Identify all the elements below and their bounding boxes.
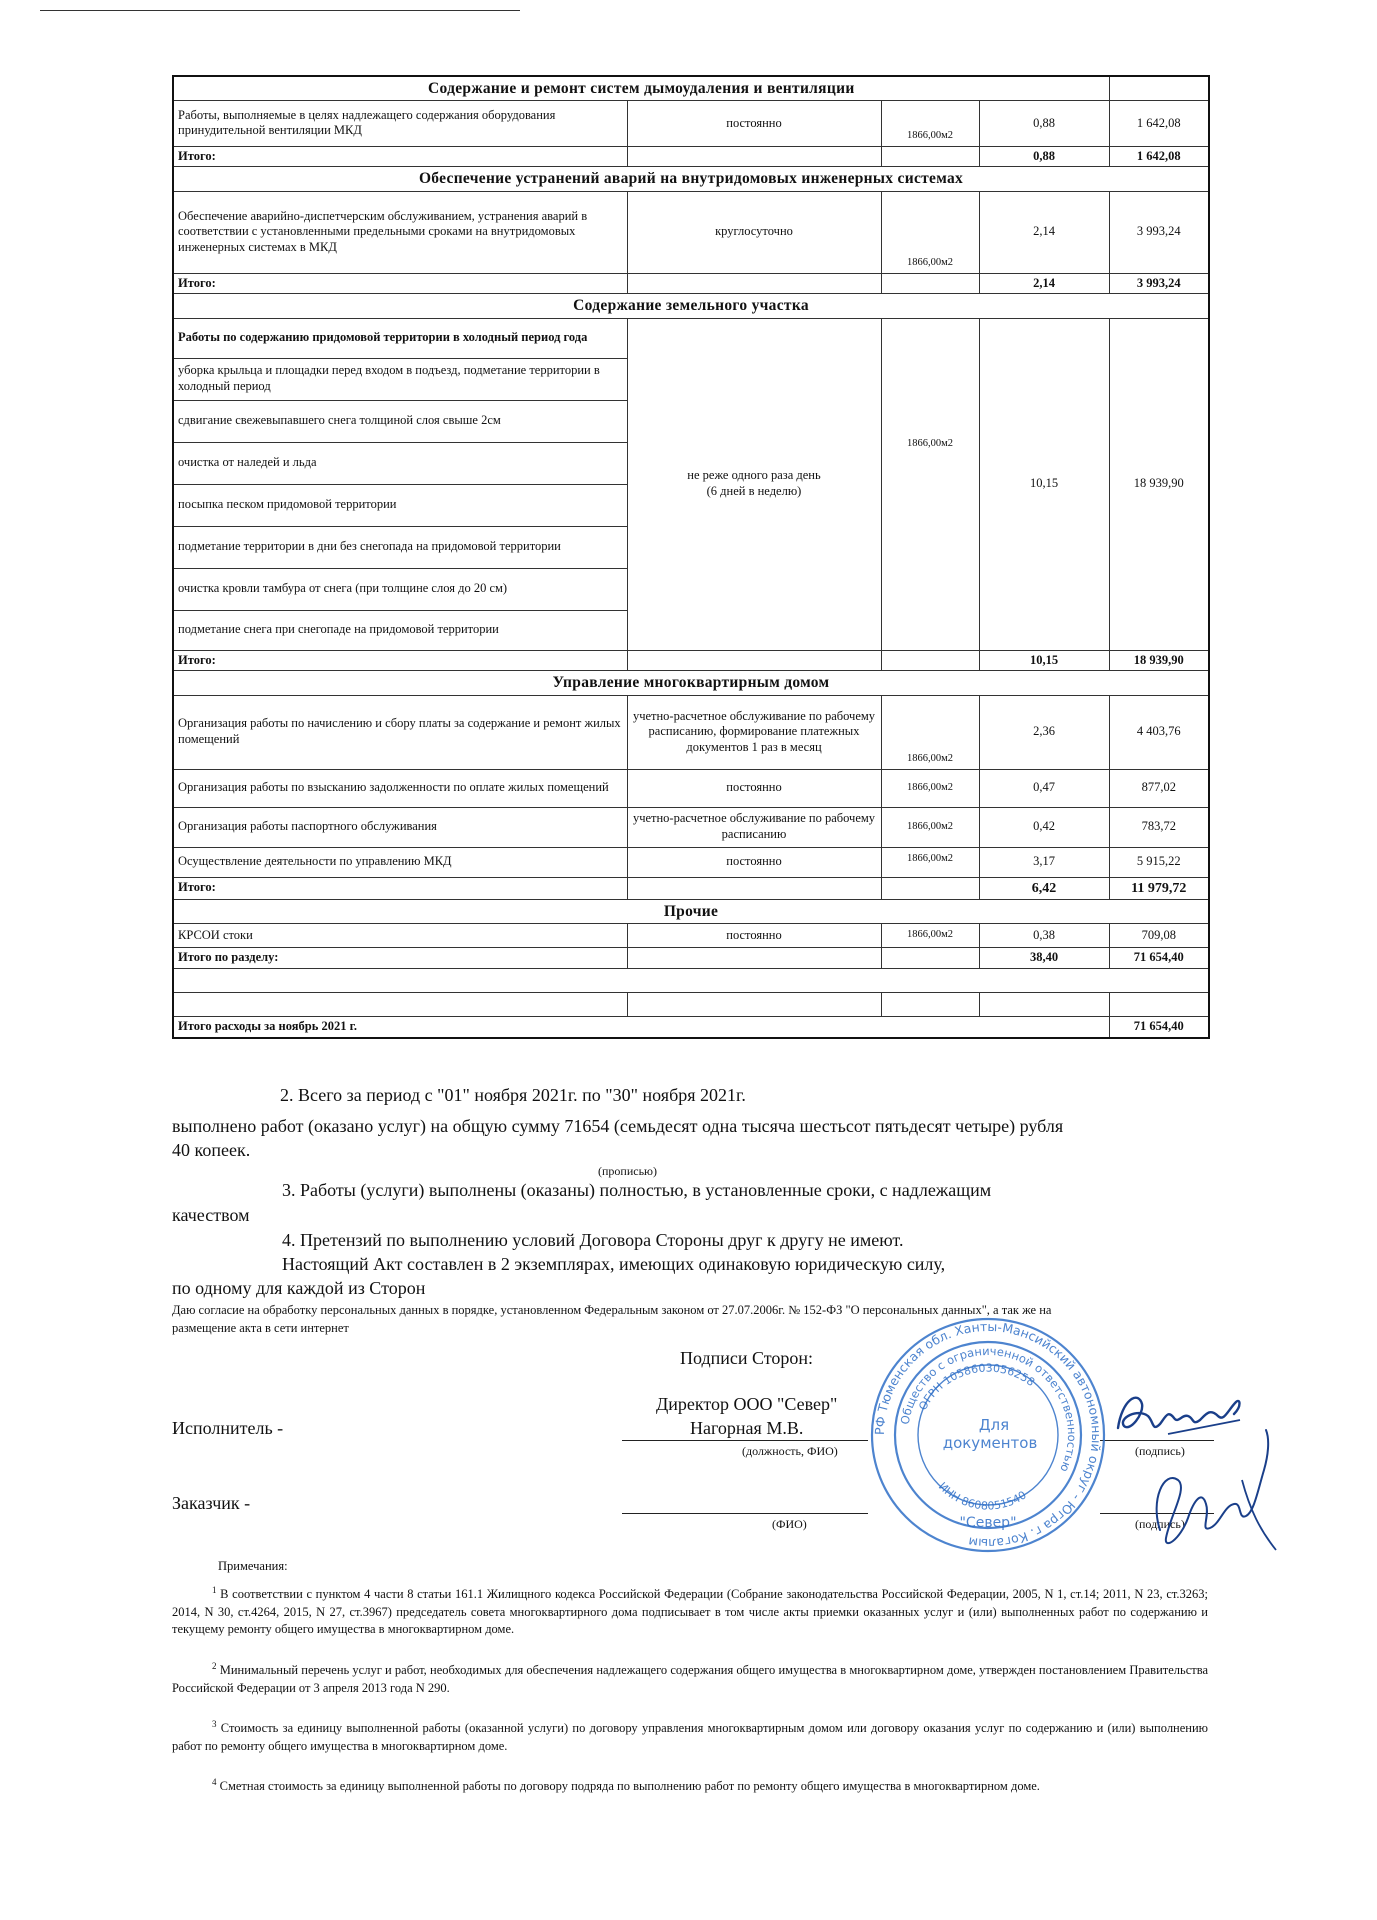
- work-period: постоянно: [627, 924, 881, 948]
- work-rate: 0,88: [979, 101, 1109, 146]
- footnote-text: Сметная стоимость за единицу выполненной работы по договору подряда по выполнению работ по ремонту общего имущества в многоквартирном доме.: [219, 1779, 1040, 1794]
- work-name: Работы, выполняемые в целях надлежащего содержания оборудования принудительной вентиляции МКД: [173, 101, 627, 146]
- work-rate: 0,42: [979, 807, 1109, 847]
- footnote-4: [172, 1776, 1208, 1796]
- work-sum: 1 642,08: [1109, 101, 1209, 146]
- table-row: [173, 924, 1209, 948]
- footnote-2: [172, 1660, 1208, 1697]
- work-area: 1866,00м2: [881, 924, 979, 948]
- work-sum: 4 403,76: [1109, 695, 1209, 769]
- work-name: Организация работы по начислению и сбору платы за содержание и ремонт жилых помещений: [173, 695, 627, 769]
- work-area: 1866,00м2: [881, 191, 979, 273]
- executor-name: Нагорная М.В.: [690, 1418, 804, 1438]
- work-rate: 10,15: [979, 318, 1109, 650]
- work-sum: 5 915,22: [1109, 847, 1209, 877]
- footnote-number: 3: [212, 1719, 217, 1729]
- total-row: Итого по разделу: 38,40 71 654,40: [173, 948, 1209, 969]
- work-period: круглосуточно: [627, 191, 881, 273]
- paragraph-5: Настоящий Акт составлен в 2 экземплярах, имеющих одинаковую юридическую силу,: [282, 1254, 946, 1274]
- customer-signature-icon: [1130, 1420, 1280, 1570]
- total-row: Итого: 2,14 3 993,24: [173, 273, 1209, 294]
- footnote-text: Минимальный перечень услуг и работ, необходимых для обеспечения надлежащего содержания общего имущества в многоквартирном доме, утвержден постановлением Правительства Российской Федерации от 3 апреля 2013 года N 290.: [172, 1663, 1209, 1695]
- footnote-3: [172, 1718, 1208, 1755]
- table-row: [173, 769, 1209, 807]
- seal-center-1: Для: [978, 1416, 1010, 1434]
- work-name: Организация работы паспортного обслуживания: [173, 807, 627, 847]
- seal-center-2: документов: [942, 1434, 1038, 1452]
- work-rate: 3,17: [979, 847, 1109, 877]
- paragraph-3: 3. Работы (услуги) выполнены (оказаны) полностью, в установленные сроки, с надлежащим: [282, 1180, 992, 1200]
- work-name: очистка кровли тамбура от снега (при толщине слоя до 20 см): [173, 568, 627, 610]
- paragraph-2: 2. Всего за период с "01" ноября 2021г. по "30" ноября 2021г.: [280, 1085, 746, 1105]
- company-seal-icon: [868, 1315, 1108, 1555]
- services-table: [172, 75, 1210, 1039]
- top-rule: [40, 10, 520, 11]
- work-rate: 0,38: [979, 924, 1109, 948]
- work-period: постоянно: [627, 769, 881, 807]
- executor-name-line: [622, 1440, 868, 1441]
- footnote-number: 1: [212, 1585, 217, 1595]
- table-row: [173, 807, 1209, 847]
- work-period: учетно-расчетное обслуживание по рабочему расписанию: [627, 807, 881, 847]
- caption-propisyu: (прописью): [598, 1164, 658, 1178]
- notes-heading: Примечания:: [218, 1559, 288, 1573]
- paragraph-3-continued: качеством: [172, 1205, 250, 1225]
- empty-row: [173, 993, 1209, 1017]
- grand-total-row: Итого расходы за ноябрь 2021 г. 71 654,40: [173, 1017, 1209, 1038]
- paragraph-5-continued: по одному для каждой из Сторон: [172, 1278, 426, 1298]
- seal-outer-text: РФ Тюменская обл. Ханты-Мансийский автономный округ - Югра г. Когалым: [871, 1318, 1105, 1552]
- work-rate: 2,14: [979, 191, 1109, 273]
- work-sum: 709,08: [1109, 924, 1209, 948]
- work-area: 1866,00м2: [881, 769, 979, 807]
- work-name: уборка крыльца и площадки перед входом в подъезд, подметание территории в холодный период: [173, 358, 627, 400]
- customer-label: Заказчик -: [172, 1493, 251, 1513]
- work-area: 1866,00м2: [881, 807, 979, 847]
- work-period: учетно-расчетное обслуживание по рабочему расписанию, формирование платежных документов 1 раз в месяц: [627, 695, 881, 769]
- table-row: [173, 318, 1209, 358]
- customer-name-line: [622, 1513, 868, 1514]
- work-area: 1866,00м2: [881, 847, 979, 877]
- work-name: Организация работы по взысканию задолженности по оплате жилых помещений: [173, 769, 627, 807]
- work-sum: 783,72: [1109, 807, 1209, 847]
- work-sum: 3 993,24: [1109, 191, 1209, 273]
- section-header: Прочие: [173, 900, 1209, 924]
- work-rate: 0,47: [979, 769, 1109, 807]
- work-sum: 18 939,90: [1109, 318, 1209, 650]
- consent-line-2: размещение акта в сети интернет: [172, 1321, 349, 1335]
- work-name: подметание территории в дни без снегопада на придомовой территории: [173, 526, 627, 568]
- work-name: Обеспечение аварийно-диспетчерским обслуживанием, устранения аварий в соответствии с установленными предельными сроками на внутридомовых инженерных системах в МКД: [173, 191, 627, 273]
- customer-caption: (ФИО): [772, 1517, 807, 1531]
- section-header: Управление многоквартирным домом: [173, 671, 1209, 695]
- footnote-number: 2: [212, 1661, 217, 1671]
- work-name: подметание снега при снегопаде на придомовой территории: [173, 610, 627, 650]
- section-header: Обеспечение устранений аварий на внутридомовых инженерных системах: [173, 167, 1209, 191]
- table-row: [173, 191, 1209, 273]
- executor-sign-caption: (подпись): [1135, 1444, 1185, 1458]
- work-group-title: Работы по содержанию придомовой территории в холодный период года: [173, 318, 627, 358]
- work-area: 1866,00м2: [881, 318, 979, 650]
- seal-inn: ИНН 8608051540: [935, 1479, 1029, 1513]
- work-name: сдвигание свежевыпавшего снега толщиной слоя свыше 2см: [173, 400, 627, 442]
- footnote-1: [172, 1584, 1208, 1639]
- work-name: Осуществление деятельности по управлению МКД: [173, 847, 627, 877]
- executor-label: Исполнитель -: [172, 1418, 284, 1438]
- executor-position: Директор ООО "Север": [656, 1394, 838, 1414]
- table-row: [173, 101, 1209, 146]
- section-header: Содержание и ремонт систем дымоудаления и вентиляции: [173, 76, 1209, 101]
- table-row: [173, 695, 1209, 769]
- empty-row: [173, 969, 1209, 993]
- total-row: Итого: 10,15 18 939,90: [173, 650, 1209, 671]
- seal-ogrn: ОГРН 1058603056258: [916, 1361, 1038, 1413]
- work-sum: 877,02: [1109, 769, 1209, 807]
- seal-name: "Север": [959, 1515, 1017, 1531]
- work-period: постоянно: [627, 847, 881, 877]
- customer-sign-caption: (подпись): [1135, 1517, 1185, 1531]
- paragraph-2-continued: выполнено работ (оказано услуг) на общую сумму 71654 (семьдесят одна тысяча шестьсот пятьдесят четыре) рубля: [172, 1116, 1064, 1136]
- work-period: постоянно: [627, 101, 881, 146]
- work-period: не реже одного раза день (6 дней в неделю): [627, 318, 881, 650]
- work-area: 1866,00м2: [881, 101, 979, 146]
- footnote-text: Стоимость за единицу выполненной работы (оказанной услуги) по договору управления многоквартирным домом или договору оказания услуг по содержанию и (или) выполнению работ по ремонту общего имущества в многоквартирном доме.: [172, 1721, 1209, 1753]
- work-name: посыпка песком придомовой территории: [173, 484, 627, 526]
- total-row: Итого: 6,42 11 979,72: [173, 877, 1209, 900]
- signatures-heading: Подписи Сторон:: [680, 1348, 814, 1368]
- section-header: Содержание земельного участка: [173, 294, 1209, 318]
- table-row: [173, 847, 1209, 877]
- paragraph-2-kopecks: 40 копеек.: [172, 1140, 251, 1160]
- work-name: очистка от наледей и льда: [173, 442, 627, 484]
- work-area: 1866,00м2: [881, 695, 979, 769]
- consent-line-1: Даю согласие на обработку персональных данных в порядке, установленном Федеральным законом от 27.07.2006г. № 152-ФЗ "О персональных данных", а так же на: [172, 1303, 1052, 1317]
- footnote-text: В соответствии с пунктом 4 части 8 статьи 161.1 Жилищного кодекса Российской Федерации (Собрание законодательства Российской Федерации, 2005, N 1, ст.14; 2011, N 23, ст.3263; 2014, N 30, ст.4264, 2015, N 27, ст.3967) председатель совета многоквартирного дома подписывает в том числе акты приемки оказанных услуг и (или) выполненных работ по содержанию и текущему ремонту общего имущества в многоквартирном доме.: [172, 1587, 1208, 1637]
- work-name: КРСОИ стоки: [173, 924, 627, 948]
- paragraph-4: 4. Претензий по выполнению условий Договора Стороны друг к другу не имеют.: [282, 1230, 904, 1250]
- seal-inner-text: Общество с ограниченной ответственностью: [897, 1343, 1080, 1475]
- footnote-number: 4: [212, 1777, 217, 1787]
- total-row: Итого: 0,88 1 642,08: [173, 146, 1209, 167]
- work-rate: 2,36: [979, 695, 1109, 769]
- executor-caption: (должность, ФИО): [742, 1444, 838, 1458]
